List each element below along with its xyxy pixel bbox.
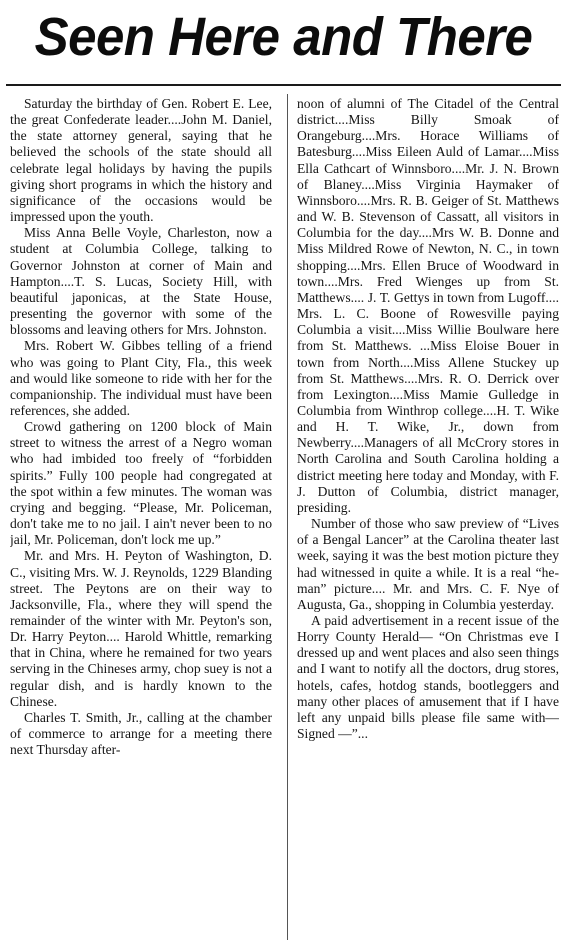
paragraph-smith: Charles T. Smith, Jr., calling at the chamber of commerce to arrange for a meeting there next Thursday after-: [10, 709, 272, 758]
paragraph-crowd-arrest: Crowd gathering on 1200 block of Main street to witness the arrest of a Negro woman who had imbided too freely of “forbidden spirits.” Fully 100 people had congregated at the spot within a few minutes. The woman was crying and begging. “Please, Mr. Policeman, don't take me to no jail. I ain't never been to no jail, Mr. Policeman, don't lock me up.”: [10, 419, 272, 548]
paragraph-horry-advertisement: A paid advertisement in a recent issue of the Horry County Herald— “On Christmas eve I dressed up and went places and also seen things and I want to notify all the doctors, drug stores, hotels, cafes, hotdog stands, bootleggers and many other places of amusement that if I have left any unpaid bills please file same with— Signed —”...: [297, 613, 559, 742]
column-divider: [287, 94, 288, 940]
right-column: [297, 96, 559, 938]
paragraph-voyle-lucas: Miss Anna Belle Voyle, Charleston, now a student at Columbia College, talking to Governor Johnston at corner of Main and Hampton....T. S. Lucas, Society Hill, with beautiful japonicas, at the State House, presenting the governor with some of the blossoms and leaving others for Mrs. Johnston.: [10, 225, 272, 338]
paragraph-gibbes: Mrs. Robert W. Gibbes telling of a friend who was going to Plant City, Fla., this week and would like someone to ride with her for the companionship. The individual must have been references, she added.: [10, 338, 272, 418]
paragraph-peyton-whittle: Mr. and Mrs. H. Peyton of Washington, D. C., visiting Mrs. W. J. Reynolds, 1229 Blanding street. The Peytons are on their way to Jacksonville, Fla., where they will spend the remainder of the winter with Mr. Peyton's son, Dr. Harry Peyton.... Harold Whittle, remarking that in China, where he remained for two years serving in the Chineses army, chop suey is not a regular dish, and is hardly known to the Chinese.: [10, 548, 272, 709]
headline-rule: [6, 84, 561, 86]
headline: Seen Here and There: [34, 6, 533, 67]
paragraph-visitors-continuation: noon of alumni of The Citadel of the Central district....Miss Billy Smoak of Orangeburg....Mrs. Horace Williams of Batesburg....Miss Eileen Auld of Lamar....Miss Ella Cathcart of Winnsboro....Mr. J. N. Brown of Blaney....Miss Virginia Haymaker of Winnsboro....Mrs. R. B. Geiger of St. Matthews and W. B. Stevenson of Cassatt, all visitors in Columbia for the day....Mrs W. B. Donne and Miss Mildred Rowe of Newton, N. C., in town shopping....Mrs. Ellen Bruce of Woodward in town....Mrs. Fred Wienges up from St. Matthews.... J. T. Gettys in town from Lugoff.... Mrs. L. C. Boone of Rowesville paying Columbia a visit....Miss Willie Boulware here from St. Matthews. ...Miss Eloise Bouer in town from North....Miss Allene Stuckey up from St. Matthews....Mrs. R. O. Derrick over from Lexington....Miss Mamie Gulledge in Columbia from Winthrop college....H. T. Wike and H. T. Wike, Jr., down from Newberry....Managers of all McCrory stores in North Carolina and South Carolina holding a district meeting here today and Monday, with F. J. Dutton of Columbia, district manager, presiding.: [297, 96, 559, 515]
left-column: [10, 96, 272, 938]
paragraph-lee-birthday: Saturday the birthday of Gen. Robert E. Lee, the great Confederate leader....John M. Daniel, the state attorney general, saying that he believed the schools of the state should all celebrate legal holidays by having the pupils giving short programs in which the history and significance of the occasions would be impressed upon the youth.: [10, 96, 272, 225]
paragraph-bengal-lancer: Number of those who saw preview of “Lives of a Bengal Lancer” at the Carolina theater last week, saying it was the best motion picture they had witnessed in quite a while. It is a real “he-man” picture.... Mr. and Mrs. C. F. Nye of Augusta, Ga., shopping in Columbia yesterday.: [297, 516, 559, 612]
